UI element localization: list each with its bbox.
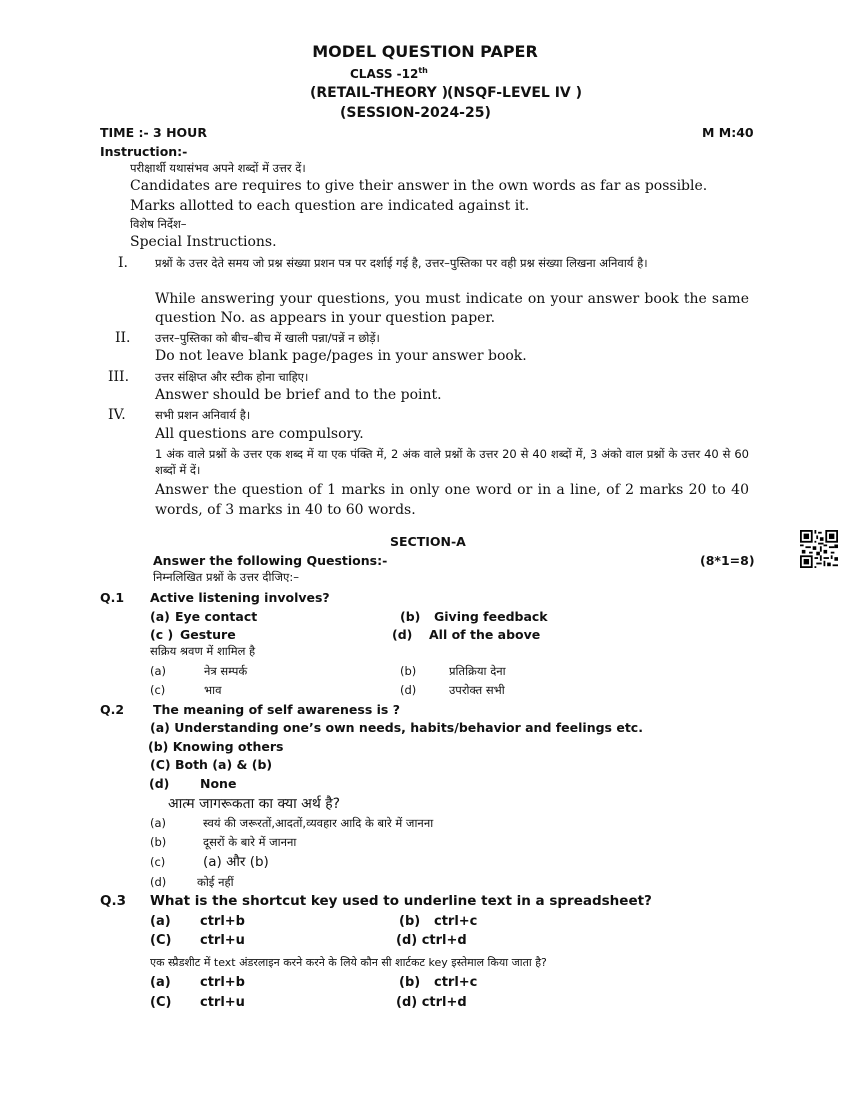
question-1-text-hi: सक्रिय श्रवण में शामिल है xyxy=(150,644,256,658)
section-a-instruction-hi: निम्नलिखित प्रश्नों के उत्तर दीजिए:– xyxy=(153,570,299,584)
q3-hi-option-c-label: (C) xyxy=(150,995,172,1010)
q3-hi-option-d: (d) ctrl+d xyxy=(396,995,467,1010)
q3-hi-option-a-label: (a) xyxy=(150,975,171,990)
instruction-en-1: Candidates are requires to give their answer in the own words as far as possible. xyxy=(130,178,708,194)
q2-hi-option-c: (a) और (b) xyxy=(203,854,269,870)
q1-hi-option-a-label: (a) xyxy=(150,664,167,678)
q3-hi-option-c: ctrl+u xyxy=(200,995,245,1010)
q3-option-d: (d) ctrl+d xyxy=(396,933,467,948)
q2-option-c: (C) Both (a) & (b) xyxy=(150,757,273,772)
q3-hi-option-a: ctrl+b xyxy=(200,975,245,990)
q1-hi-option-d-label: (d) xyxy=(400,683,417,697)
question-1-number: Q.1 xyxy=(100,590,125,605)
q3-option-a-label: (a) xyxy=(150,914,171,929)
instruction-heading: Instruction:- xyxy=(100,144,188,159)
q2-hi-option-d: कोई नहीं xyxy=(197,875,234,889)
q2-option-b: (b) Knowing others xyxy=(148,739,284,754)
q3-hi-option-b-label: (b) xyxy=(399,975,421,990)
q3-hi-option-b: ctrl+c xyxy=(434,975,478,990)
q1-hi-option-a: नेत्र सम्पर्क xyxy=(204,664,248,678)
instruction-3-en: Answer should be brief and to the point. xyxy=(155,387,442,403)
q1-hi-option-c-label: (c) xyxy=(150,683,166,697)
question-2-text: The meaning of self awareness is ? xyxy=(153,702,400,717)
q2-option-a: (a) Understanding one’s own needs, habits/behavior and feelings etc. xyxy=(150,720,643,735)
question-3-text-hi: एक स्प्रैडशीट में text अंडरलाइन करने करने के लिये कौन सी शार्टकट key इस्तेमाल किया जाता है? xyxy=(150,956,547,969)
instruction-1-en: While answering your questions, you must indicate on your answer book the same question No. as appears in your question paper. xyxy=(155,291,749,326)
q2-hi-option-d-label: (d) xyxy=(150,875,167,889)
q1-option-c-label: (c ) xyxy=(150,627,174,642)
q1-option-a-label: (a) xyxy=(150,609,170,624)
instruction-2-hi: उत्तर–पुस्तिका को बीच–बीच में खाली पन्ना/पन्नें न छोड़ें। xyxy=(155,331,380,345)
instruction-1-hi: प्रश्नों के उत्तर देते समय जो प्रश्न संख्या प्रशन पत्र पर दर्शाई गई है, उत्तर–पुस्तिका पर वही प्रश्न संख्या लिखना अनिवार्य है। xyxy=(155,256,648,270)
question-3-number: Q.3 xyxy=(100,893,126,909)
time-label: TIME :- 3 HOUR xyxy=(100,125,207,140)
instruction-4-en-2: Answer the question of 1 marks in only one word or in a line, of 2 marks 20 to 40 words, of 3 marks in 40 to 60 words. xyxy=(155,482,749,518)
special-instruction-en: Special Instructions. xyxy=(130,234,277,250)
max-marks-label: M M:40 xyxy=(702,125,754,140)
q1-hi-option-c: भाव xyxy=(204,683,222,697)
q2-option-d-label: (d) xyxy=(149,776,170,791)
instruction-num-4: IV. xyxy=(108,407,126,423)
q2-hi-option-b: दूसरों के बारे में जानना xyxy=(203,835,297,849)
q3-option-b: ctrl+c xyxy=(434,914,478,929)
q1-option-c: Gesture xyxy=(180,627,236,642)
q2-hi-option-b-label: (b) xyxy=(150,835,167,849)
class-label: CLASS -12th xyxy=(350,66,428,81)
instruction-3-hi: उत्तर संक्षिप्त और स्टीक होना चाहिए। xyxy=(155,370,309,384)
instruction-4-hi: सभी प्रशन अनिवार्य है। xyxy=(155,408,251,422)
instruction-hi-1: परीक्षार्थी यथासंभव अपने शब्दों में उत्तर दें। xyxy=(130,161,306,175)
level-label: (NSQF-LEVEL IV ) xyxy=(447,85,583,101)
q1-option-b: Giving feedback xyxy=(434,609,548,624)
q3-option-c: ctrl+u xyxy=(200,933,245,948)
instruction-4-en: All questions are compulsory. xyxy=(155,426,364,442)
q3-option-c-label: (C) xyxy=(150,933,172,948)
q1-option-b-label: (b) xyxy=(400,609,421,624)
instruction-num-2: II. xyxy=(115,330,131,346)
session-label: (SESSION-2024-25) xyxy=(340,105,491,121)
q1-option-d: All of the above xyxy=(429,627,541,642)
q1-option-d-label: (d) xyxy=(392,627,413,642)
q1-hi-option-b-label: (b) xyxy=(400,664,417,678)
q1-hi-option-b: प्रतिक्रिया देना xyxy=(449,664,506,678)
question-2-number: Q.2 xyxy=(100,702,125,717)
q3-option-b-label: (b) xyxy=(399,914,421,929)
instruction-2-en: Do not leave blank page/pages in your answer book. xyxy=(155,348,527,364)
section-a-instruction: Answer the following Questions:- xyxy=(153,553,388,568)
q2-hi-option-a: स्वयं की जरूरतों,आदतों,व्यवहार आदि के बारे में जानना xyxy=(203,816,434,830)
q2-hi-option-c-label: (c) xyxy=(150,855,166,869)
question-3-text: What is the shortcut key used to underline text in a spreadsheet? xyxy=(150,893,652,909)
subject-label: (RETAIL-THEORY ) xyxy=(310,85,449,101)
q2-hi-option-a-label: (a) xyxy=(150,816,167,830)
instruction-num-1: I. xyxy=(118,255,128,271)
instruction-en-2: Marks allotted to each question are indicated against it. xyxy=(130,198,530,214)
section-a-heading: SECTION-A xyxy=(390,534,466,549)
section-a-marks: (8*1=8) xyxy=(700,553,755,568)
special-instruction-hi: विशेष निर्देश– xyxy=(130,217,187,231)
q1-option-a: Eye contact xyxy=(175,609,258,624)
q1-hi-option-d: उपरोक्त सभी xyxy=(449,683,505,697)
qr-code-icon xyxy=(800,530,838,568)
q3-option-a: ctrl+b xyxy=(200,914,245,929)
question-2-text-hi: आत्म जागरूकता का क्या अर्थ है? xyxy=(168,796,341,812)
q2-option-d: None xyxy=(200,776,237,791)
instruction-4-hi-2: 1 अंक वाले प्रश्नों के उत्तर एक शब्द में या एक पंक्ति में, 2 अंक वाले प्रश्नों के उत्तर 20 से 40 शब्दों में, 3 अंको वाल प्रश्नों के उत्तर 40 से 60 शब्दों में दें। xyxy=(155,447,749,477)
question-1-text: Active listening involves? xyxy=(150,590,330,605)
instruction-num-3: III. xyxy=(108,369,130,385)
paper-title: MODEL QUESTION PAPER xyxy=(312,42,538,61)
